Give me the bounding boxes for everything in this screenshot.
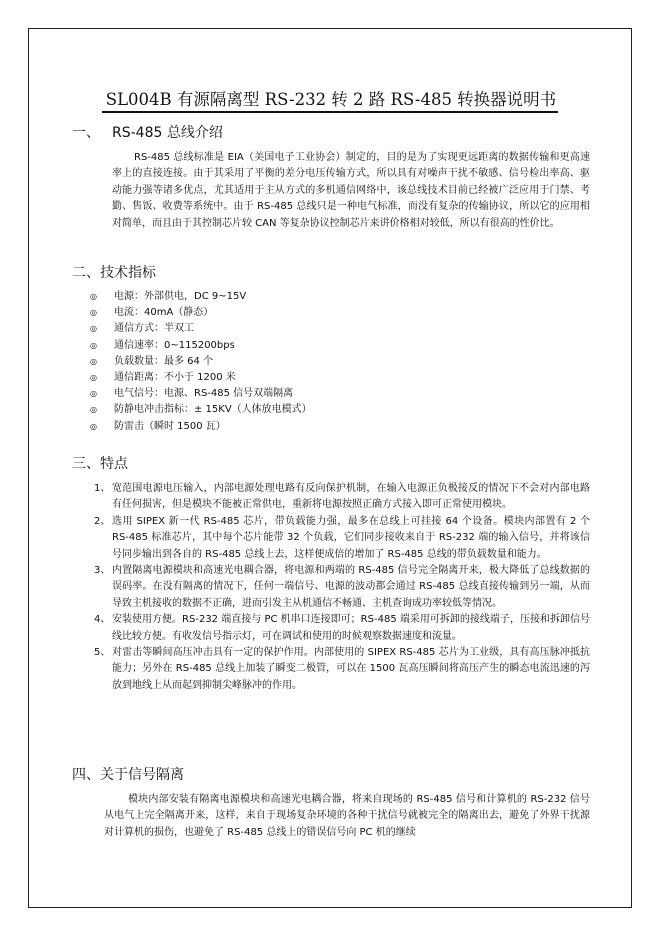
feature-number: 2、 (94, 515, 111, 527)
section-4-body: 模块内部安装有隔离电源模块和高速光电耦合器，将来自现场的 RS-485 信号和计算机的 RS-232 信号从电气上完全隔离开来，这样，来自于现场复杂环境的各种干扰信号就被完全的隔离出去，避免了外界干扰源对计算机的损伤，也避免了 RS-485 总线上的错误信号向 PC 机的继续 (104, 794, 590, 838)
spec-item (90, 370, 312, 386)
spec-item (90, 402, 312, 418)
spec-text: 电源：外部供电，DC 9~15V (114, 291, 247, 302)
section-2-title: 技术指标 (100, 265, 156, 281)
feature-item (94, 481, 590, 514)
feature-item (94, 645, 590, 694)
document-title: SL004B 有源隔离型 RS-232 转 2 路 RS-485 转换器说明书 (105, 90, 557, 109)
spec-item (90, 386, 312, 402)
spec-text: 负载数量：最多 64 个 (114, 355, 214, 367)
bullet-icon: ◎ (90, 372, 97, 382)
section-4-number: 四、 (72, 767, 100, 783)
feature-number: 5、 (94, 647, 111, 659)
spec-item (90, 305, 312, 321)
feature-text: 对雷击等瞬间高压冲击具有一定的保护作用。内部使用的 SIPEX RS-485 芯片为工业级，具有高压脉冲抵抗能力；另外在 RS-485 总线上加装了瞬变二极管，可以在 1500 瓦高压瞬间将高压产生的瞬态电流迅速的泻放到地线上从而起到抑制尖峰脉冲的作用。 (112, 647, 590, 691)
spec-item (90, 289, 312, 305)
feature-number: 4、 (94, 614, 111, 626)
spec-item (90, 354, 312, 370)
section-3-heading (72, 453, 128, 473)
spec-item (90, 338, 312, 354)
bullet-icon: ◎ (90, 292, 97, 301)
section-1-title: RS-485 总线介绍 (112, 125, 223, 141)
bullet-icon: ◎ (90, 421, 97, 431)
section-3-title: 特点 (100, 456, 128, 472)
feature-text: 内置隔离电源模块和高速光电耦合器，将电源和两端的 RS-485 信号完全隔离开来，极大降低了总线数据的误码率。在没有隔离的情况下，任何一端信号、电源的波动都会通过 RS-485 总线直接传输到另一端，从而导致主机接收的数据不正确，进而引发主从机通信不畅通、主机查询成功率较低等情况。 (112, 565, 590, 609)
feature-text: 宽范围电源电压输入，内部电源处理电路有反向保护机制，在输入电源正负极接反的情况下不会对内部电路有任何损害，但是模块不能被正常供电，重新将电源按照正确方式接入即可正常使用模块。 (112, 483, 590, 511)
spec-list (90, 289, 312, 435)
section-2-heading (72, 262, 156, 282)
spec-text: 通信速率：0~115200bps (114, 339, 235, 351)
spec-text: 防静电冲击指标：± 15KV（人体放电模式） (114, 404, 312, 416)
section-4-heading (72, 764, 184, 784)
feature-number: 1、 (94, 483, 111, 494)
spec-text: 电流：40mA（静态） (114, 307, 214, 319)
feature-list (94, 481, 590, 694)
section-4-title: 关于信号隔离 (100, 767, 184, 783)
feature-item (94, 612, 590, 645)
feature-number: 3、 (94, 565, 111, 577)
spec-text: 通信方式：半双工 (114, 323, 194, 335)
section-2-number: 二、 (72, 265, 100, 281)
title-underline (102, 111, 558, 113)
section-1-number: 一、 (72, 125, 100, 141)
section-1-body: RS-485 总线标准是 EIA（美国电子工业协会）制定的，目的是为了实现更远距离的数据传输和更高速率上的直接连接。由于其采用了平衡的差分电压传输方式，所以具有对噪声干扰不敏感、信号检出率高、驱动能力强等诸多优点，尤其适用于主从方式的多机通信网络中，该总线技术目前已经被广泛应用于门禁、考勤、售饭、收费等系统中。由于 RS-485 总线只是一种电气标准，而没有复杂的传输协议，所以它的应用相对简单，而且由于其控制芯片较 CAN 等复杂协议控制芯片来讲价格相对较低，所以有很高的性价比。 (112, 152, 590, 229)
spec-item (90, 419, 312, 435)
bullet-icon: ◎ (90, 356, 97, 366)
bullet-icon: ◎ (90, 389, 97, 399)
bullet-icon: ◎ (90, 324, 97, 334)
bullet-icon: ◎ (90, 405, 97, 415)
bullet-icon: ◎ (90, 340, 97, 350)
spec-text: 防雷击（瞬时 1500 瓦） (114, 420, 226, 432)
feature-item (94, 563, 590, 612)
feature-text: 选用 SIPEX 新一代 RS-485 芯片，带负载能力强，最多在总线上可挂接 64 个设备。模块内部置有 2 个 RS-485 标准芯片，其中每个芯片能带 32 个负载，它们同步接收来自于 RS-232 端的输入信号，并将该信号同步输出到各自的 RS-485 总线上去，这样便成倍的增加了 RS-485 总线的带负载数量和能力。 (112, 515, 590, 560)
spec-text: 通信距离：不小于 1200 米 (114, 371, 236, 383)
section-1-heading (72, 122, 223, 142)
spec-item (90, 321, 312, 337)
bullet-icon: ◎ (90, 308, 97, 318)
section-3-number: 三、 (72, 456, 100, 472)
feature-item (94, 514, 590, 563)
spec-text: 电气信号：电源、RS-485 信号双端隔离 (114, 388, 294, 400)
feature-text: 安装使用方便。RS-232 端直接与 PC 机串口连接即可；RS-485 端采用可拆卸的接线端子，压接和拆卸信号线比较方便。有收发信号指示灯，可在调试和使用的时候观察数据速度和流量。 (112, 614, 590, 642)
